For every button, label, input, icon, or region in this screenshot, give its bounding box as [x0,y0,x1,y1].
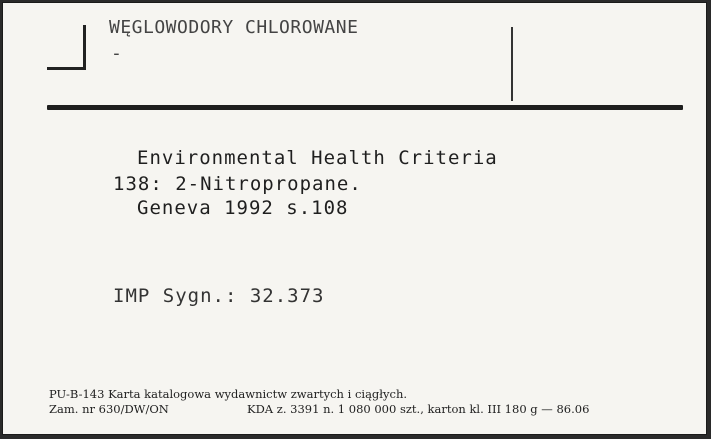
entry-place-line: Geneva 1992 s.108 [137,197,349,219]
subject-heading: WĘGLOWODORY CHLOROWANE [109,17,359,38]
form-footer-line2 [49,402,590,416]
entry-number-line: 138: 2-Nitropropane. [113,173,362,195]
heading-divider [511,27,513,101]
corner-mark-horizontal [47,67,86,70]
order-number: Zam. nr 630/DW/ON [49,402,169,416]
catalog-card [2,2,707,435]
call-number: IMP Sygn.: 32.373 [113,285,325,307]
form-footer-line1: PU-B-143 Karta katalogowa wydawnictw zwartych i ciągłych. [49,387,408,401]
subheading-dash: - [111,43,122,64]
entry-title-line: Environmental Health Criteria [137,147,498,169]
header-rule [47,105,683,110]
corner-mark-vertical [83,25,86,69]
print-run-info: KDA z. 3391 n. 1 080 000 szt., karton kl. III 180 g — 86.06 [247,402,590,416]
